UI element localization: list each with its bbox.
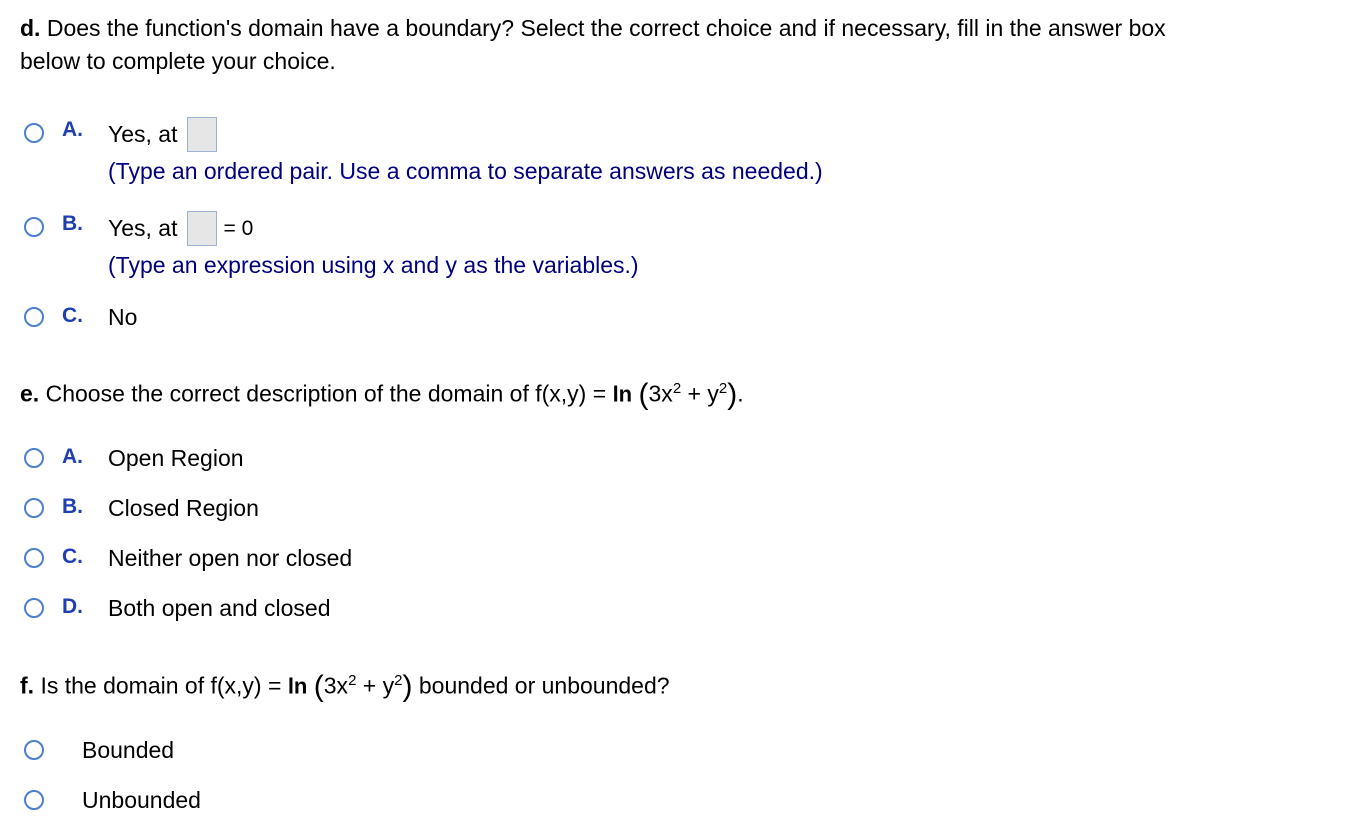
option-e-a-letter: A. — [62, 445, 83, 468]
question-f-close-paren: ) — [402, 669, 413, 703]
question-f-term2: y — [382, 672, 395, 699]
question-e-label: e. — [20, 380, 40, 407]
question-f — [20, 664, 670, 703]
question-f-plus: + — [362, 672, 377, 699]
option-d-b-hint: (Type an expression using x and y as the variables.) — [108, 252, 639, 278]
question-e-plus: + — [687, 380, 701, 407]
option-d-b-text: Yes, at — [108, 215, 178, 241]
question-f-exp1: 2 — [348, 672, 357, 689]
question-d-label: d. — [20, 15, 41, 41]
option-d-a-hint: (Type an ordered pair. Use a comma to separate answers as needed.) — [108, 158, 823, 184]
option-d-b-letter: B. — [62, 212, 83, 235]
radio-f-bounded[interactable] — [24, 740, 44, 760]
option-e-d-letter: D. — [62, 595, 83, 618]
question-e-end: . — [737, 380, 744, 407]
question-f-label: f. — [20, 672, 35, 699]
question-f-text: Is the domain of f(x,y) = — [40, 672, 282, 699]
option-d-b-suffix: = 0 — [223, 217, 254, 240]
question-d-text-line1: Does the function's domain have a boundary? Select the correct choice and if necessary, fill in the answer box — [46, 15, 1166, 41]
question-f-exp2: 2 — [394, 672, 403, 689]
question-f-fn-name: ln — [287, 673, 308, 699]
question-e-exp1: 2 — [672, 380, 682, 397]
option-e-b-letter: B. — [62, 495, 83, 518]
option-d-a-text: Yes, at — [108, 121, 178, 147]
option-d-b[interactable] — [24, 210, 44, 244]
question-e — [20, 372, 744, 411]
option-e-d-text: Both open and closed — [108, 595, 331, 621]
radio-f-unbounded[interactable] — [24, 790, 44, 810]
option-e-b-text: Closed Region — [108, 495, 259, 521]
option-e-c[interactable] — [24, 541, 44, 575]
question-f-suffix: bounded or unbounded? — [418, 672, 670, 699]
radio-e-b[interactable] — [24, 498, 44, 518]
answer-box-d-b[interactable] — [187, 211, 217, 246]
question-e-term2: y — [707, 380, 719, 407]
radio-d-b[interactable] — [24, 217, 44, 237]
option-f-bounded-text: Bounded — [82, 737, 175, 763]
option-d-b-label — [108, 211, 253, 246]
option-d-c[interactable] — [24, 300, 44, 334]
answer-box-d-a[interactable] — [187, 117, 217, 152]
radio-e-a[interactable] — [24, 448, 44, 468]
option-e-d[interactable] — [24, 591, 44, 625]
question-e-open-paren: ( — [638, 377, 649, 411]
question-f-open-paren: ( — [313, 669, 324, 703]
radio-d-c[interactable] — [24, 307, 44, 327]
question-e-term1: 3x — [648, 380, 673, 407]
radio-e-d[interactable] — [24, 598, 44, 618]
option-d-a[interactable] — [24, 116, 44, 150]
option-e-c-text: Neither open nor closed — [108, 545, 353, 571]
option-e-b[interactable] — [24, 491, 44, 525]
option-d-a-label — [108, 117, 217, 152]
option-e-a-text: Open Region — [108, 445, 244, 471]
question-d-text-line2: below to complete your choice. — [20, 48, 336, 74]
question-e-text: Choose the correct description of the domain of f(x,y) = — [45, 380, 607, 407]
option-f-unbounded-text: Unbounded — [82, 787, 201, 813]
question-e-close-paren: ) — [727, 377, 738, 411]
question-e-fn-name: ln — [612, 381, 633, 407]
option-d-a-letter: A. — [62, 118, 83, 141]
option-d-c-text: No — [108, 304, 138, 330]
option-f-unbounded[interactable] — [24, 783, 44, 817]
radio-e-c[interactable] — [24, 548, 44, 568]
question-e-exp2: 2 — [718, 380, 728, 397]
option-f-bounded[interactable] — [24, 733, 44, 767]
question-d — [20, 12, 1166, 78]
question-f-term1: 3x — [323, 672, 349, 699]
radio-d-a[interactable] — [24, 123, 44, 143]
option-e-a[interactable] — [24, 441, 44, 475]
option-e-c-letter: C. — [62, 545, 83, 568]
option-d-c-letter: C. — [62, 304, 83, 327]
